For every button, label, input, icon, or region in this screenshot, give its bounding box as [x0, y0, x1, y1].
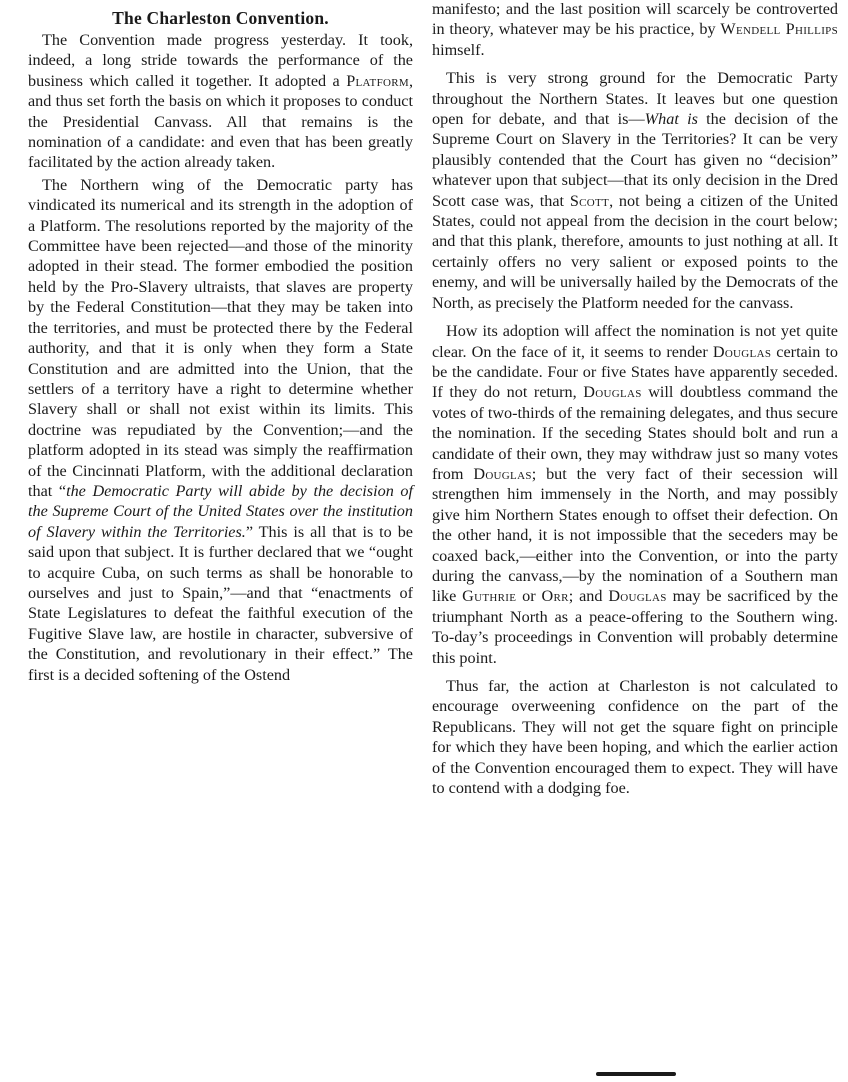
paragraph-2-text: The Northern wing of the Democratic party has vindicated its numerical and its strength in the adoption of a Platform. The resolutions reported by the majority of the Committee have been rejected—and those of the minority adopted in their stead. The former embodied the position held by the Pro-Slavery ultraists, that slaves are property by the Federal Constitution—that they may be taken into the territories, and must be protected there by the Federal authority, and that it is only when they form a State Constitution and are admitted into the Union, that the settlers of a territory have a right to determine whether Slavery shall or shall not exist within its limits. This doctrine was repudiated by the Convention;—and the platform adopted in its stead was simply the reaffirmation of the Cincinnati Platform, with the additional declaration that “: [28, 175, 413, 500]
question-emphasis: What is: [644, 110, 698, 129]
name-orr: Orr: [541, 587, 569, 606]
left-column: [28, 8, 413, 687]
paragraph-3-text: This is very strong ground for the Democratic Party throughout the Northern States. It leaves but one question open for debate, and that is—: [432, 69, 838, 129]
paragraph-3-rest-2: , not being a citizen of the United States, could not appeal from the decision in the court below; and that this plank, therefore, amounts to just nothing at all. It certainly offers no very salient or exposed points to the enemy, and will be universally hailed by the Democrats of the North, as precisely the Platform needed for the canvass.: [432, 191, 838, 312]
platform-quote: the Democratic Party will abide by the decision of the Supreme Court of the United States over the institution of Slavery within the Territories.: [28, 481, 413, 541]
paragraph-4-part-c: ; but the very fact of their secession will strengthen him immensely in the North, and may possibly give him Northern States enough to offset their defection. On the other hand, it is not impossible that the seceders may be coaxed back,—either into the Convention, or into the party during the canvass,—by the nomination of a Southern man like: [432, 464, 839, 606]
paragraph-4-part-d: ; and: [568, 587, 609, 606]
paragraph-4: [432, 321, 838, 668]
article-headline: The Charleston Convention.: [112, 8, 329, 28]
paragraph-5: Thus far, the action at Charleston is not calculated to encourage overweening confidence on the part of the Republicans. They will not get the square fight on principle for which they have been hoping, and which the earlier action of the Convention encouraged them to expect. They will have to contend with a dodging foe.: [432, 677, 838, 798]
paragraph-4-text: How its adoption will affect the nomination is not yet quite clear. On the face of it, it seems to render: [432, 322, 838, 361]
paragraph-1-text: The Convention made progress yesterday. It took, indeed, a long stride towards the performance of the business which called it together. It adopted a: [28, 31, 413, 90]
paragraph-4-part-a: certain to be the candidate. Four or five States have apparently seceded. If they do not return,: [432, 342, 838, 402]
paragraph-2-continued: [432, 0, 838, 60]
name-douglas: Douglas: [473, 464, 532, 483]
paragraph-2: [28, 175, 413, 685]
paragraph-2-rest: ” This is all that is to be said upon that subject. It is further declared that we “ought to acquire Cuba, on such terms as shall be honorable to ourselves and just to Spain,”—and that “enactments of State Legislatures to defeat the faithful execution of the Fugitive Slave law, are hostile in character, subversive of the Constitution, and revolutionary in their effect.” The first is a decided softening of the Ostend: [28, 522, 413, 684]
name-guthrie: Guthrie: [462, 587, 517, 606]
paragraph-4-or: or: [516, 587, 542, 606]
name-douglas: Douglas: [583, 383, 642, 402]
name-douglas: Douglas: [712, 342, 772, 361]
paragraph-continued-text: manifesto; and the last position will scarcely be controverted in theory, whatever may be his practice, by: [432, 0, 838, 39]
right-column: [432, 0, 838, 800]
paragraph-4-part-b: will doubtless command the votes of two-thirds of the remaining delegates, and thus secure the nomination. If the seceding States should bolt and run a candidate of their own, they may withdraw just so many votes from: [432, 383, 838, 483]
paragraph-3: [432, 68, 838, 313]
name-scott: Scott: [569, 191, 610, 210]
paragraph-1-rest: , and thus set forth the basis on which it proposes to conduct the Presidential Canvass. All that remains is the nomination of a candidate: and even that has been greatly facilitated by the action already taken.: [28, 71, 413, 172]
paragraph-continued-rest: himself.: [432, 40, 485, 59]
end-of-article-rule: [596, 1072, 676, 1076]
paragraph-3-rest: the decision of the Supreme Court on Slavery in the Territories? It can be very plausibly contended that the Court has given no “decision” whatever upon that subject—that its only decision in the Dred Scott case was, that: [432, 110, 839, 210]
paragraph-1: [28, 30, 413, 173]
name-wendell-phillips: Wendell Phillips: [720, 20, 838, 39]
name-douglas: Douglas: [608, 587, 667, 606]
paragraph-4-part-e: may be sacrificed by the triumphant North as a peace-offering to the Southern wing. To-day’s proceedings in Convention will probably determine this point.: [432, 587, 839, 667]
platform-term: Platform: [346, 71, 409, 90]
